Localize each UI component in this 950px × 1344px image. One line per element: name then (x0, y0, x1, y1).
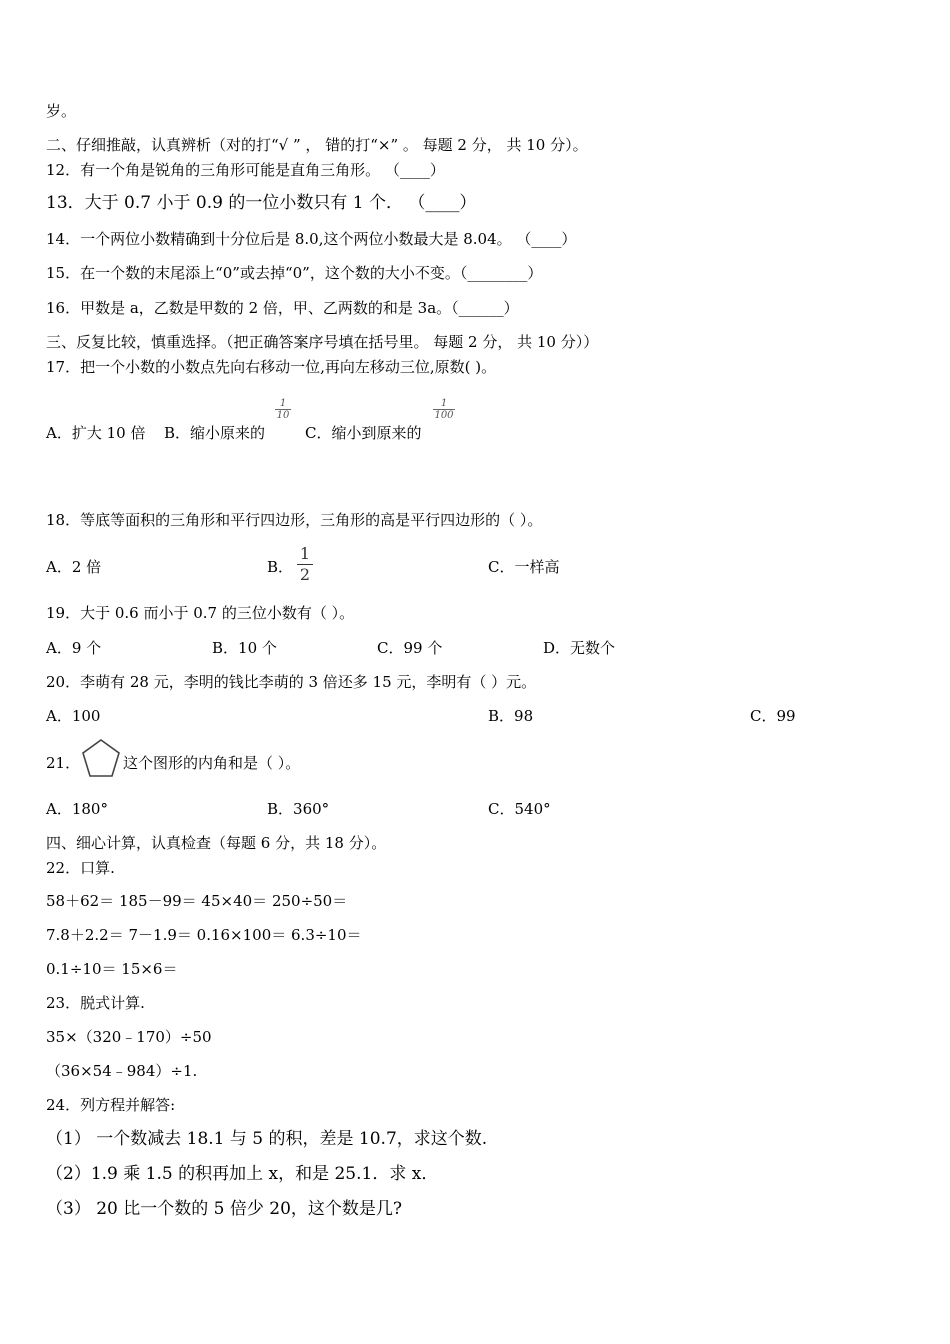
q17-option-b: B．缩小原来的 (164, 424, 266, 442)
section-4-title: 四、细心计算，认真检查（每题 6 分，共 18 分）。 (46, 834, 387, 852)
q17-fraction-c-denominator: 100 (434, 410, 454, 421)
q24-part-2: （2）1.9 乘 1.5 的积再加上 x，和是 25.1．求 x． (46, 1164, 439, 1184)
q17-fraction-b-denominator: 10 (276, 410, 290, 421)
q23-row-1: 35×（320﹣170）÷50 (46, 1028, 212, 1046)
top-text: 岁。 (46, 102, 77, 120)
question-16: 16．甲数是 a，乙数是甲数的 2 倍，甲、乙两数的和是 3a。（______） (46, 299, 519, 317)
pentagon-figure (79, 737, 123, 781)
q19-option-b: B．10 个 (212, 639, 277, 657)
section-2-title: 二、仔细推敲，认真辨析（对的打“√ ” ， 错的打“×” 。 每题 2 分， 共 10 分）。 (46, 136, 588, 154)
q19-option-a: A．9 个 (46, 639, 102, 657)
section-3-title: 三、反复比较，慎重选择。（把正确答案序号填在括号里。 每题 2 分， 共 10 分）） (46, 333, 599, 351)
q21-option-a: A．180° (46, 800, 108, 818)
question-18: 18．等底等面积的三角形和平行四边形，三角形的高是平行四边形的（ ）。 (46, 511, 543, 529)
q17-option-c: C．缩小到原来的 (305, 424, 422, 442)
question-14: 14．一个两位小数精确到十分位后是 8.0,这个两位小数最大是 8.04。 （____） (46, 230, 577, 248)
q18-fraction-b (297, 545, 313, 584)
q20-option-b: B．98 (488, 707, 534, 725)
question-15: 15．在一个数的末尾添上“0”或去掉“0”，这个数的大小不变。（________） (46, 264, 543, 282)
question-13: 13．大于 0.7 小于 0.9 的一位小数只有 1 个． （____） (46, 193, 477, 213)
question-19: 19．大于 0.6 而小于 0.7 的三位小数有（ ）。 (46, 604, 355, 622)
question-20: 20．李萌有 28 元，李明的钱比李萌的 3 倍还多 15 元，李明有（ ）元。 (46, 673, 537, 691)
q21-option-c: C．540° (488, 800, 551, 818)
question-21-text: 这个图形的内角和是（ ）。 (123, 754, 301, 772)
q17-option-a: A．扩大 10 倍 (46, 424, 146, 442)
q18-option-a: A．2 倍 (46, 558, 102, 576)
q23-row-2: （36×54﹣984）÷1. (46, 1062, 198, 1080)
q19-option-d: D．无数个 (543, 639, 616, 657)
q20-option-c: C．99 (750, 707, 796, 725)
q24-part-1: （1） 一个数减去 18.1 与 5 的积，差是 10.7，求这个数. (46, 1129, 488, 1149)
question-23: 23．脱式计算. (46, 994, 145, 1012)
q18-fraction-numerator: 1 (299, 544, 311, 563)
question-22: 22．口算. (46, 859, 115, 877)
q17-fraction-b (275, 398, 291, 421)
question-12: 12．有一个角是锐角的三角形可能是直角三角形。 （____） (46, 161, 445, 179)
q17-fraction-c (433, 398, 455, 421)
q22-row-2: 7.8＋2.2＝ 7－1.9＝ 0.16×100＝ 6.3÷10＝ (46, 926, 362, 944)
question-21-number: 21． (46, 754, 81, 772)
q22-row-3: 0.1÷10＝ 15×6＝ (46, 960, 178, 978)
question-17: 17．把一个小数的小数点先向右移动一位,再向左移动三位,原数( )。 (46, 358, 497, 376)
q17-fraction-c-numerator: 1 (440, 398, 448, 409)
q18-fraction-denominator: 2 (299, 565, 311, 584)
q24-part-3: （3） 20 比一个数的 5 倍少 20，这个数是几? (46, 1199, 403, 1219)
q22-row-1: 58＋62＝ 185－99＝ 45×40＝ 250÷50＝ (46, 892, 348, 910)
q17-fraction-b-numerator: 1 (279, 398, 287, 409)
q19-option-c: C．99 个 (377, 639, 443, 657)
q18-option-b: B． (267, 558, 294, 576)
q21-option-b: B．360° (267, 800, 330, 818)
question-24: 24．列方程并解答: (46, 1096, 176, 1114)
q18-option-c: C．一样高 (488, 558, 560, 576)
q20-option-a: A．100 (46, 707, 101, 725)
